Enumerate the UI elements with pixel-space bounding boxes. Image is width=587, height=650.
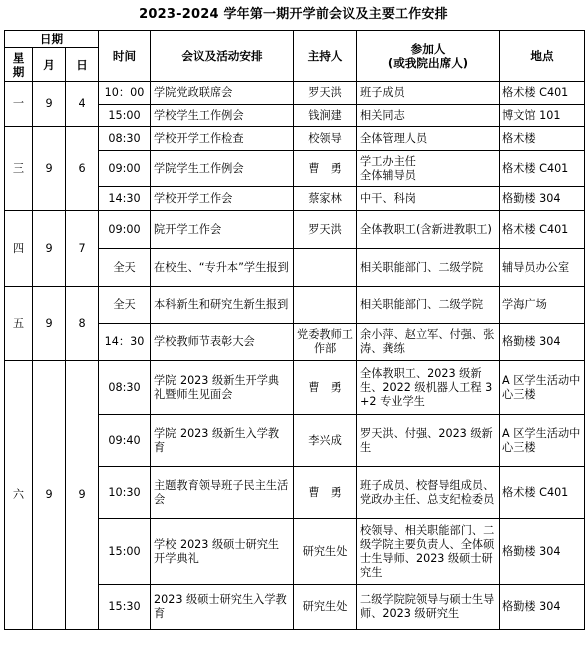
location-cell: 格勤楼 304 — [500, 324, 585, 361]
header-host: 主持人 — [294, 31, 357, 82]
attendees-cell: 罗天洪、付强、2023 级新生 — [357, 415, 500, 467]
host-cell: 校领导 — [294, 127, 357, 151]
month-cell: 9 — [33, 211, 66, 287]
table-row — [5, 82, 585, 105]
time-cell: 09:00 — [99, 211, 151, 249]
location-cell: A 区学生活动中心三楼 — [500, 415, 585, 467]
day-cell: 9 — [66, 361, 99, 630]
header-row-1 — [5, 31, 585, 48]
event-cell: 2023 级硕士研究生入学教育 — [151, 585, 294, 630]
header-month: 月 — [33, 48, 66, 82]
event-cell: 学院学生工作例会 — [151, 151, 294, 187]
event-cell: 学校开学工作会 — [151, 187, 294, 211]
weekday-cell: 三 — [5, 127, 33, 211]
attendees-cell: 二级学院院领导与硕士生导师、2023 级研究生 — [357, 585, 500, 630]
host-cell: 李兴成 — [294, 415, 357, 467]
location-cell: 格勤楼 304 — [500, 585, 585, 630]
header-location: 地点 — [500, 31, 585, 82]
attendees-cell: 全体管理人员 — [357, 127, 500, 151]
location-cell: 格术楼 C401 — [500, 211, 585, 249]
time-cell: 10:30 — [99, 467, 151, 519]
month-cell: 9 — [33, 82, 66, 127]
weekday-cell: 六 — [5, 361, 33, 630]
page-title: 2023-2024 学年第一期开学前会议及主要工作安排 — [139, 7, 448, 22]
event-cell: 学校教师节表彰大会 — [151, 324, 294, 361]
location-cell: 学海广场 — [500, 287, 585, 324]
event-cell: 学校学生工作例会 — [151, 105, 294, 127]
schedule-table — [4, 30, 585, 630]
location-cell: 格术楼 — [500, 127, 585, 151]
month-cell: 9 — [33, 287, 66, 361]
attendees-cell: 相关同志 — [357, 105, 500, 127]
header-attendees: 参加人 (或我院出席人) — [357, 31, 500, 82]
time-cell: 09:40 — [99, 415, 151, 467]
host-cell: 研究生处 — [294, 585, 357, 630]
host-cell: 罗天洪 — [294, 211, 357, 249]
location-cell: 格术楼 C401 — [500, 467, 585, 519]
day-cell: 4 — [66, 82, 99, 127]
location-cell: 格勤楼 304 — [500, 187, 585, 211]
location-cell: A 区学生活动中心三楼 — [500, 361, 585, 415]
header-event: 会议及活动安排 — [151, 31, 294, 82]
time-cell: 14:30 — [99, 187, 151, 211]
attendees-cell: 中干、科岗 — [357, 187, 500, 211]
host-cell: 蔡家林 — [294, 187, 357, 211]
header-weekday: 星 期 — [5, 48, 33, 82]
time-cell: 全天 — [99, 249, 151, 287]
month-cell: 9 — [33, 127, 66, 211]
location-cell: 格术楼 C401 — [500, 82, 585, 105]
host-cell: 曹 勇 — [294, 467, 357, 519]
event-cell: 学校 2023 级硕士研究生开学典礼 — [151, 519, 294, 585]
attendees-cell: 相关职能部门、二级学院 — [357, 287, 500, 324]
time-cell: 15:30 — [99, 585, 151, 630]
table-row — [5, 127, 585, 151]
host-cell: 研究生处 — [294, 519, 357, 585]
attendees-cell: 相关职能部门、二级学院 — [357, 249, 500, 287]
host-cell — [294, 249, 357, 287]
time-cell: 08:30 — [99, 127, 151, 151]
host-cell: 罗天洪 — [294, 82, 357, 105]
location-cell: 格勤楼 304 — [500, 519, 585, 585]
weekday-cell: 一 — [5, 82, 33, 127]
day-cell: 8 — [66, 287, 99, 361]
event-cell: 学院党政联席会 — [151, 82, 294, 105]
time-cell: 15:00 — [99, 519, 151, 585]
event-cell: 学校开学工作检查 — [151, 127, 294, 151]
table-row — [5, 287, 585, 324]
attendees-cell: 全体教职工、2023 级新生、2022 级机器人工程 3+2 专业学生 — [357, 361, 500, 415]
header-day: 日 — [66, 48, 99, 82]
attendees-cell: 班子成员、校督导组成员、党政办主任、总支纪检委员 — [357, 467, 500, 519]
event-cell: 主题教育领导班子民主生活会 — [151, 467, 294, 519]
time-cell: 08:30 — [99, 361, 151, 415]
event-cell: 学院 2023 级新生入学教育 — [151, 415, 294, 467]
time-cell: 14：30 — [99, 324, 151, 361]
event-cell: 在校生、“专升本”学生报到 — [151, 249, 294, 287]
attendees-cell: 班子成员 — [357, 82, 500, 105]
host-cell: 曹 勇 — [294, 151, 357, 187]
host-cell: 曹 勇 — [294, 361, 357, 415]
table-row — [5, 361, 585, 415]
time-cell: 全天 — [99, 287, 151, 324]
time-cell: 15:00 — [99, 105, 151, 127]
attendees-cell: 全体教职工(含新进教职工) — [357, 211, 500, 249]
host-cell: 党委教师工作部 — [294, 324, 357, 361]
location-cell: 博文馆 101 — [500, 105, 585, 127]
attendees-cell: 学工办主任 全体辅导员 — [357, 151, 500, 187]
weekday-cell: 五 — [5, 287, 33, 361]
month-cell: 9 — [33, 361, 66, 630]
day-cell: 6 — [66, 127, 99, 211]
table-row — [5, 211, 585, 249]
attendees-cell: 余小萍、赵立军、付强、张涛、龚练 — [357, 324, 500, 361]
host-cell: 钱涧建 — [294, 105, 357, 127]
location-cell: 辅导员办公室 — [500, 249, 585, 287]
header-date-group: 日期 — [5, 31, 99, 48]
location-cell: 格术楼 C401 — [500, 151, 585, 187]
attendees-cell: 校领导、相关职能部门、二级学院主要负责人、全体硕士生导师、2023 级硕士研究生 — [357, 519, 500, 585]
weekday-cell: 四 — [5, 211, 33, 287]
event-cell: 本科新生和研究生新生报到 — [151, 287, 294, 324]
header-time: 时间 — [99, 31, 151, 82]
time-cell: 09:00 — [99, 151, 151, 187]
event-cell: 院开学工作会 — [151, 211, 294, 249]
time-cell: 10：00 — [99, 82, 151, 105]
day-cell: 7 — [66, 211, 99, 287]
host-cell — [294, 287, 357, 324]
event-cell: 学院 2023 级新生开学典礼暨师生见面会 — [151, 361, 294, 415]
